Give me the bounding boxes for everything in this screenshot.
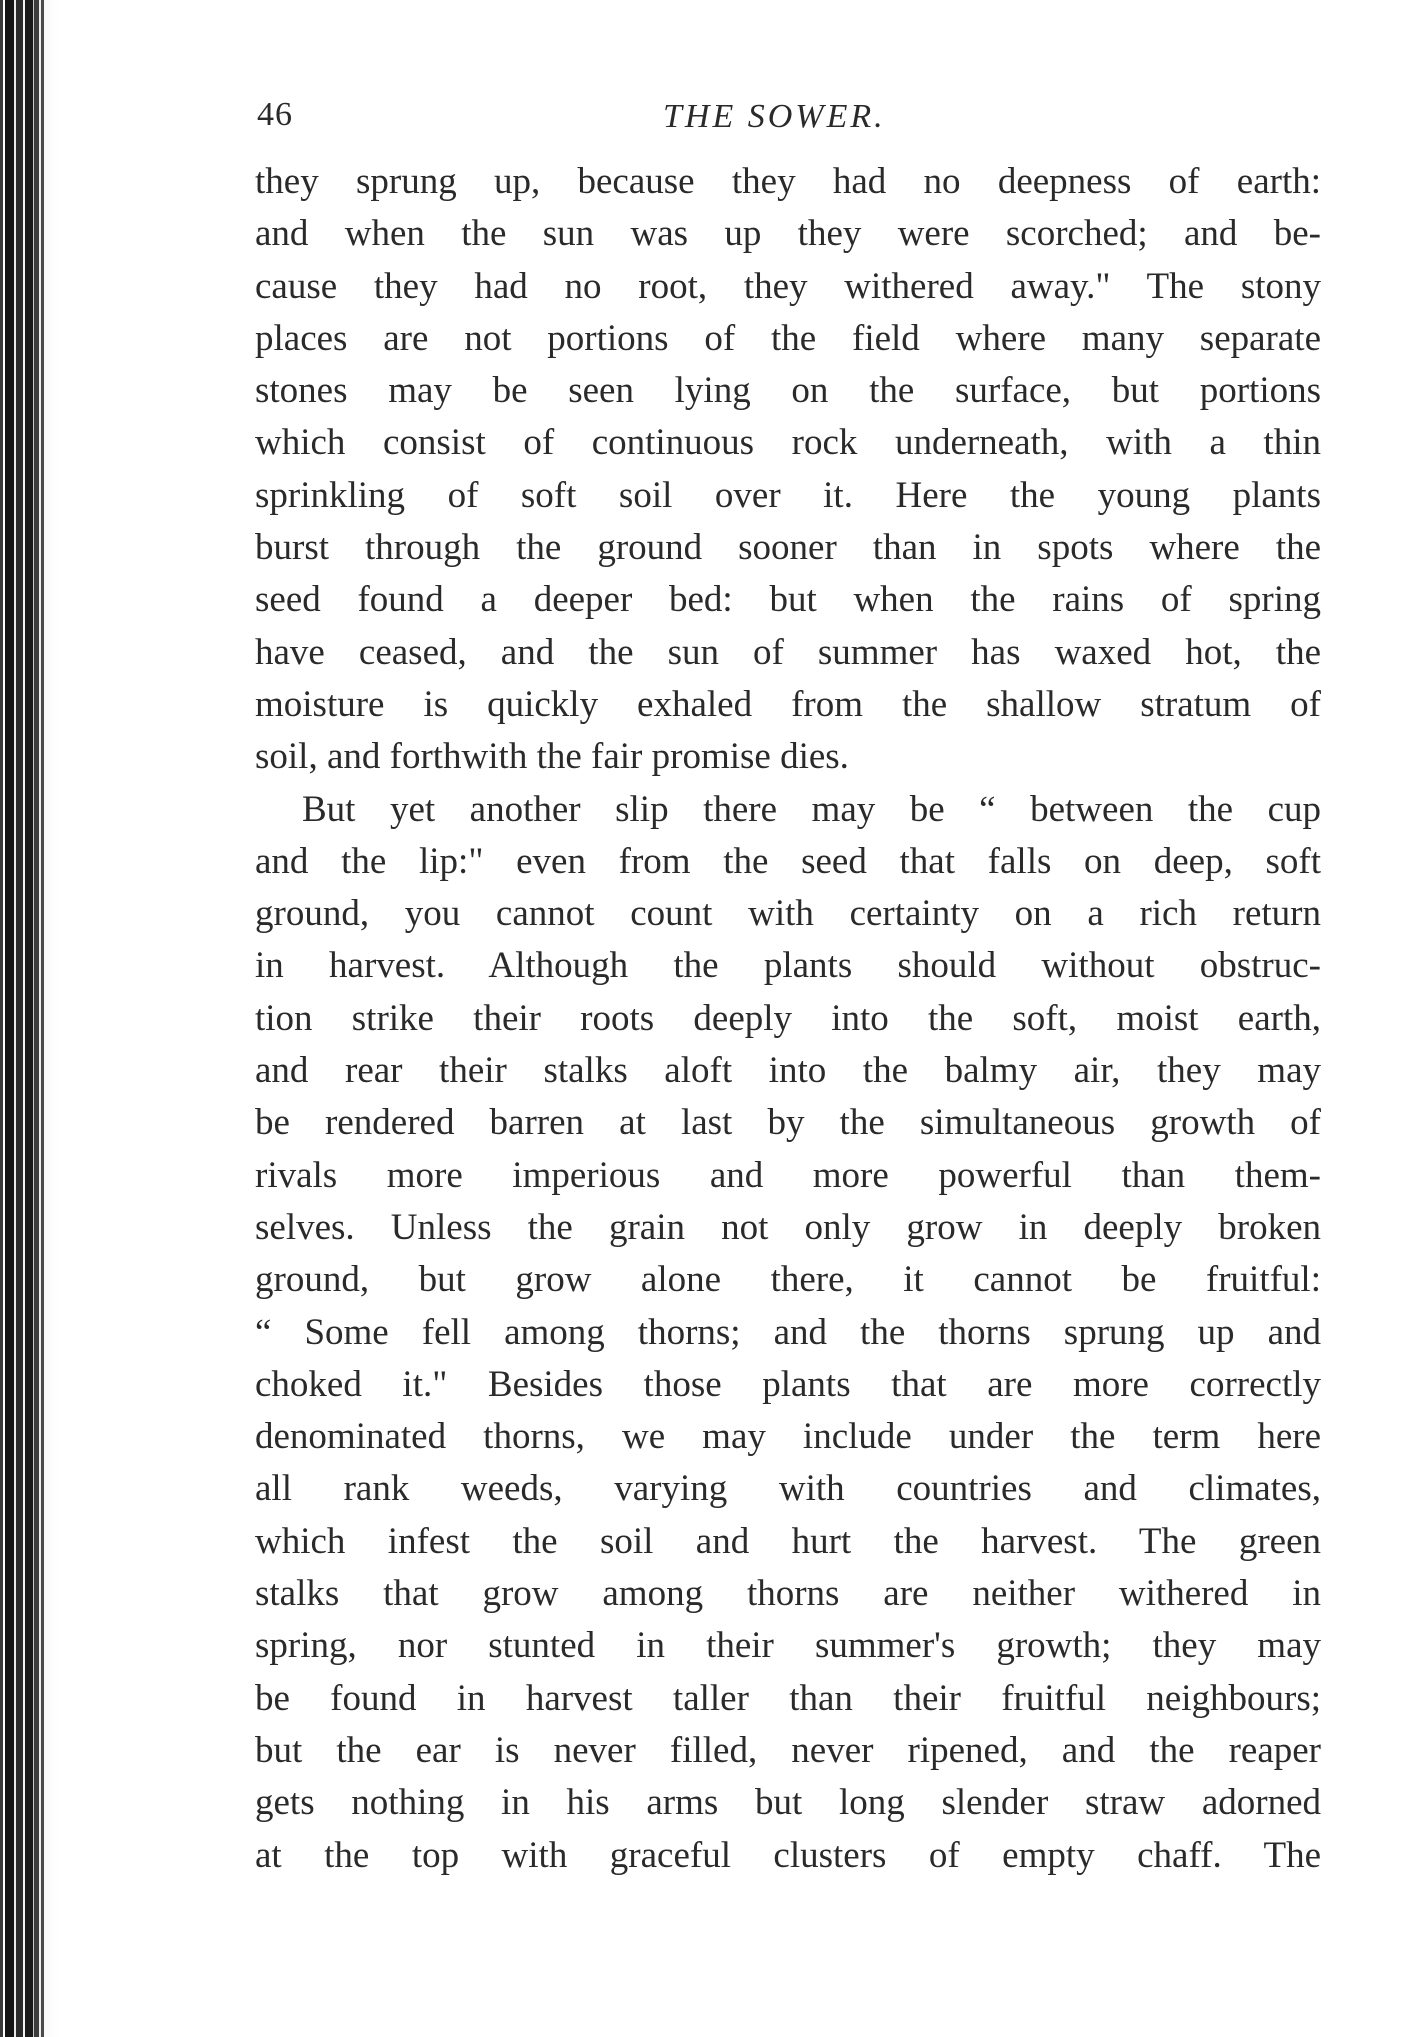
running-head bbox=[255, 90, 1325, 150]
text-line: gets nothing in his arms but long slender straw adorned bbox=[255, 1782, 1321, 1824]
text-line: sprinkling of soft soil over it. Here the young plants bbox=[255, 474, 1321, 516]
text-line: seed found a deeper bed: but when the rains of spring bbox=[255, 579, 1321, 621]
book-binding-edge bbox=[0, 0, 60, 2037]
text-line: which consist of continuous rock underneath, with a thin bbox=[255, 422, 1321, 464]
text-line: but the ear is never filled, never ripened, and the reaper bbox=[255, 1729, 1321, 1771]
text-line: all rank weeds, varying with countries and climates, bbox=[255, 1468, 1321, 1510]
body-text bbox=[255, 156, 1321, 1882]
text-line: be found in harvest taller than their fruitful neighbours; bbox=[255, 1677, 1321, 1719]
book-page bbox=[255, 90, 1325, 1882]
text-line: choked it." Besides those plants that are more correctly bbox=[255, 1363, 1321, 1405]
text-line: in harvest. Although the plants should without obstruc- bbox=[255, 945, 1321, 987]
text-line: stones may be seen lying on the surface, but portions bbox=[255, 370, 1321, 412]
text-line: at the top with graceful clusters of empty chaff. The bbox=[255, 1834, 1321, 1876]
page-number: 46 bbox=[257, 96, 293, 133]
text-line: But yet another slip there may be “ between the cup bbox=[302, 788, 1321, 830]
text-line: soil, and forthwith the fair promise dies. bbox=[255, 736, 849, 778]
text-line: places are not portions of the field where many separate bbox=[255, 317, 1321, 359]
text-line: spring, nor stunted in their summer's growth; they may bbox=[255, 1625, 1321, 1667]
text-line: tion strike their roots deeply into the soft, moist earth, bbox=[255, 997, 1321, 1039]
text-line: ground, you cannot count with certainty on a rich return bbox=[255, 893, 1321, 935]
text-line: burst through the ground sooner than in spots where the bbox=[255, 527, 1321, 569]
text-line: which infest the soil and hurt the harvest. The green bbox=[255, 1520, 1321, 1562]
text-line: and rear their stalks aloft into the balmy air, they may bbox=[255, 1050, 1321, 1092]
text-line: “ Some fell among thorns; and the thorns sprung up and bbox=[255, 1311, 1321, 1353]
text-line: selves. Unless the grain not only grow in deeply broken bbox=[255, 1206, 1321, 1248]
text-line: be rendered barren at last by the simultaneous growth of bbox=[255, 1102, 1321, 1144]
running-title: THE SOWER. bbox=[663, 98, 886, 135]
text-line: rivals more imperious and more powerful than them- bbox=[255, 1154, 1321, 1196]
text-line: ground, but grow alone there, it cannot be fruitful: bbox=[255, 1259, 1321, 1301]
text-line: and the lip:" even from the seed that falls on deep, soft bbox=[255, 840, 1321, 882]
text-line: denominated thorns, we may include under the term here bbox=[255, 1416, 1321, 1458]
text-line: moisture is quickly exhaled from the shallow stratum of bbox=[255, 683, 1321, 725]
text-line: and when the sun was up they were scorched; and be- bbox=[255, 213, 1321, 255]
text-line: cause they had no root, they withered away." The stony bbox=[255, 265, 1321, 307]
text-line: stalks that grow among thorns are neither withered in bbox=[255, 1573, 1321, 1615]
text-line: they sprung up, because they had no deepness of earth: bbox=[255, 161, 1321, 202]
text-line: have ceased, and the sun of summer has waxed hot, the bbox=[255, 631, 1321, 673]
